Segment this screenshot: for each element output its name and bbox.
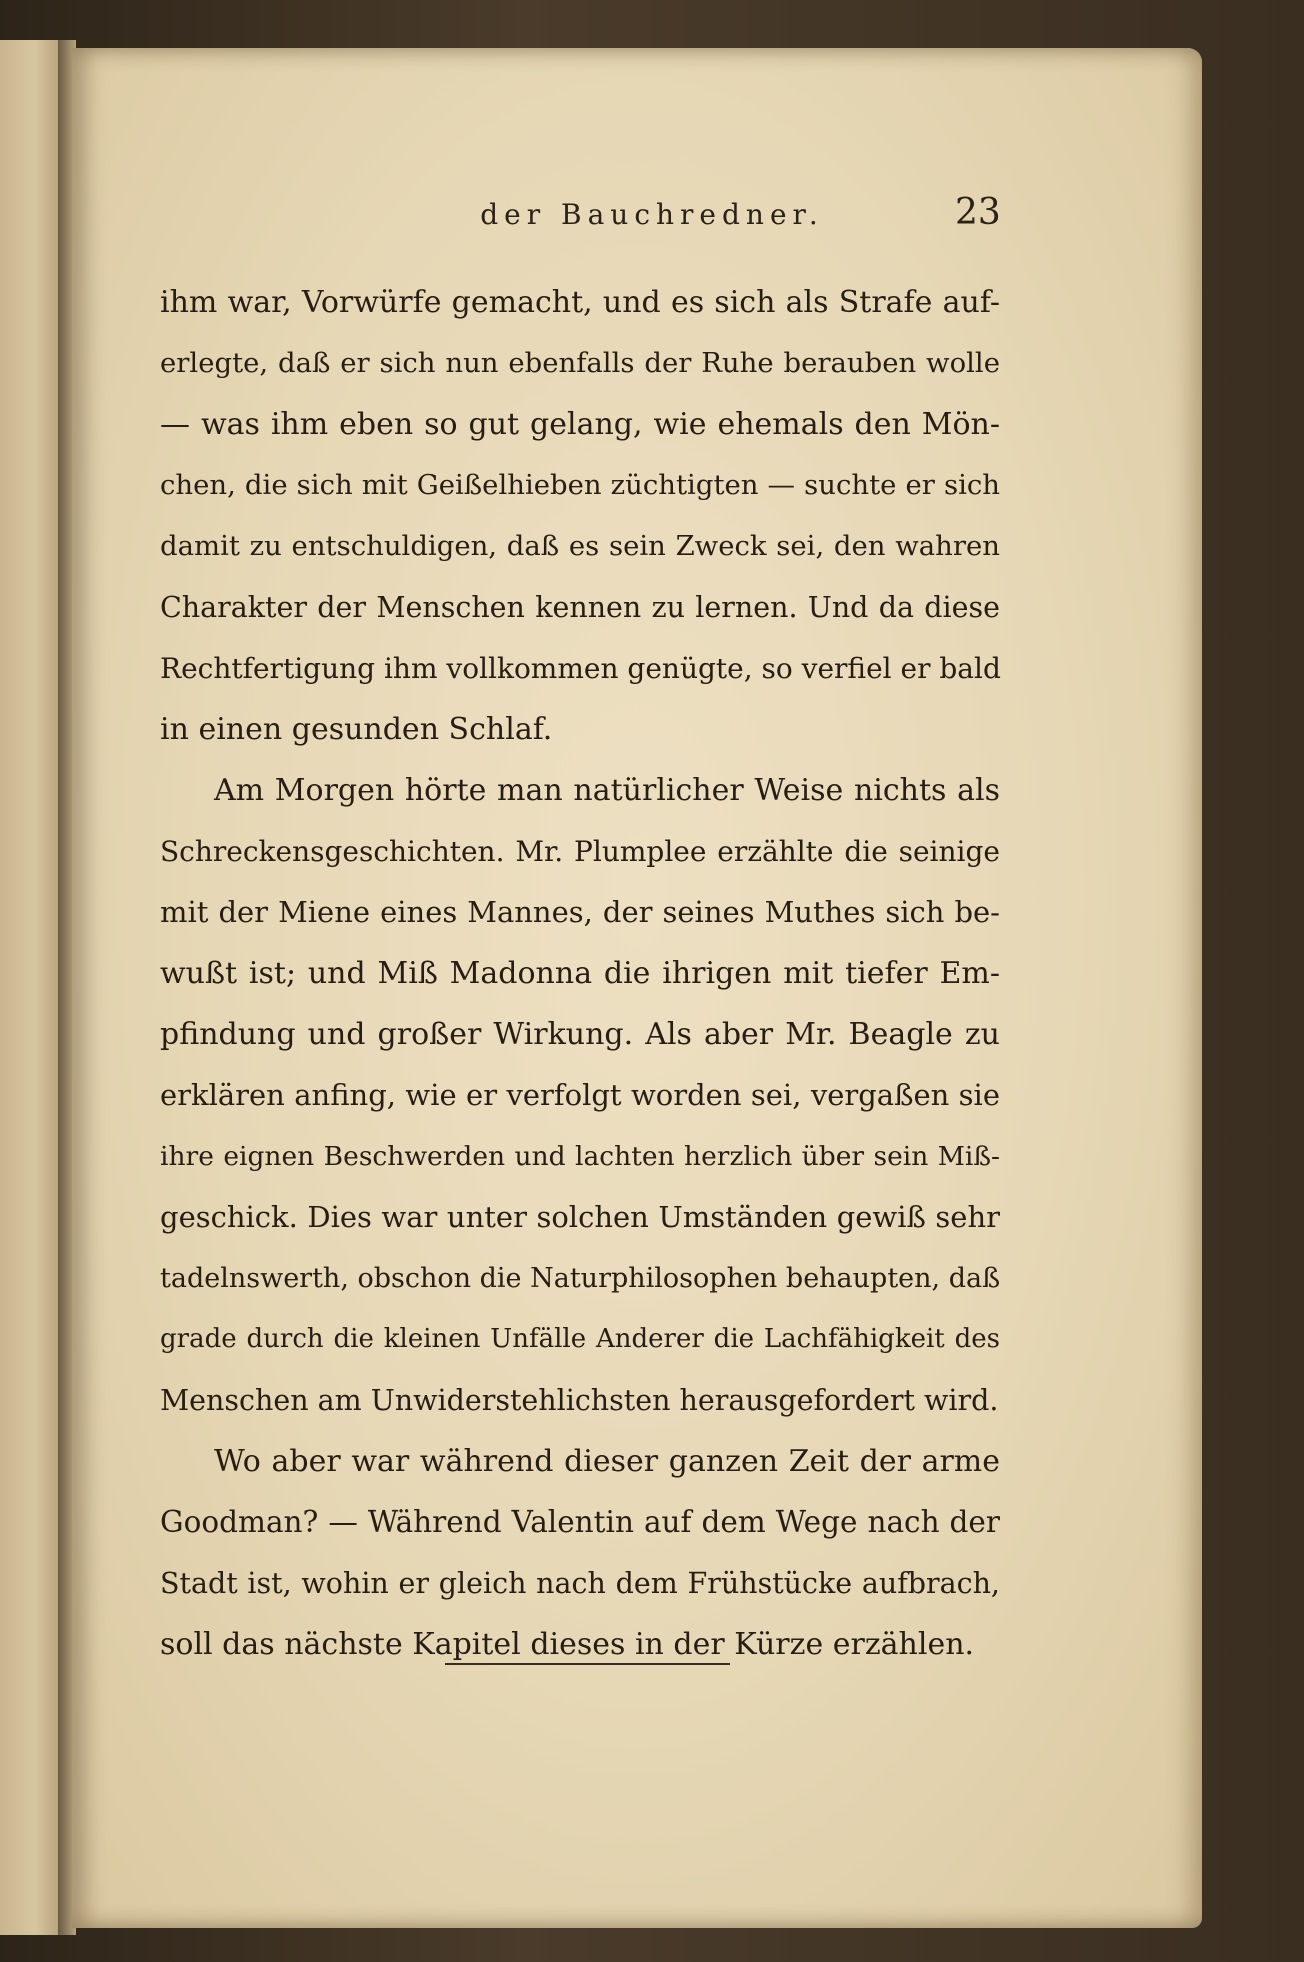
- text-line: Charakter der Menschen kennen zu lernen. Und da diese: [160, 591, 1000, 624]
- text-line: erklären anfing, wie er verfolgt worden sei, vergaßen sie: [160, 1078, 1000, 1112]
- text-line: wußt ist; und Miß Madonna die ihrigen mit tiefer Em-: [160, 956, 1000, 991]
- text-line: damit zu entschuldigen, daß es sein Zweck sei, den wahren: [160, 530, 1000, 562]
- text-line: Menschen am Unwiderstehlichsten herausgefordert wird.: [160, 1384, 999, 1417]
- text-line: Rechtfertigung ihm vollkommen genügte, so verfiel er bald: [160, 652, 1001, 685]
- text-line: erlegte, daß er sich nun ebenfalls der Ruhe berauben wolle: [160, 347, 1000, 379]
- text-line: ihm war, Vorwürfe gemacht, und es sich als Strafe auf-: [160, 285, 1000, 320]
- text-line: Schreckensgeschichten. Mr. Plumplee erzählte die seinige: [160, 835, 1000, 868]
- body-text: [160, 272, 1000, 1675]
- text-line: soll das nächste Kapitel dieses in der Kürze erzählen.: [160, 1627, 975, 1662]
- text-line: Goodman? — Während Valentin auf dem Wege nach der: [160, 1505, 1000, 1539]
- text-line: geschick. Dies war unter solchen Umständen gewiß sehr: [160, 1200, 1000, 1234]
- text-line: grade durch die kleinen Unfälle Anderer die Lachfähigkeit des: [160, 1324, 1000, 1354]
- text-line: in einen gesunden Schlaf.: [160, 712, 553, 747]
- text-line: pfindung und großer Wirkung. Als aber Mr. Beagle zu: [160, 1017, 1000, 1052]
- text-line: Wo aber war während dieser ganzen Zeit der arme: [214, 1444, 1000, 1479]
- text-line: tadelnswerth, obschon die Naturphilosophen behaupten, daß: [160, 1263, 1001, 1294]
- left-page-edge: [0, 40, 58, 1935]
- text-line: — was ihm eben so gut gelang, wie ehemals den Mön-: [160, 407, 1000, 442]
- text-line: chen, die sich mit Geißelhieben züchtigten — suchte er sich: [160, 469, 1000, 501]
- text-line: ihre eignen Beschwerden und lachten herzlich über sein Miß-: [160, 1141, 1000, 1172]
- text-line: mit der Miene eines Mannes, der seines Muthes sich be-: [160, 895, 1000, 929]
- text-line: Stadt ist, wohin er gleich nach dem Frühstücke aufbrach,: [160, 1567, 1000, 1600]
- running-title: der Bauchredner.: [480, 198, 824, 231]
- section-end-rule: [445, 1663, 730, 1665]
- text-line: Am Morgen hörte man natürlicher Weise nichts als: [214, 773, 1000, 808]
- page-number: 23: [955, 192, 1001, 233]
